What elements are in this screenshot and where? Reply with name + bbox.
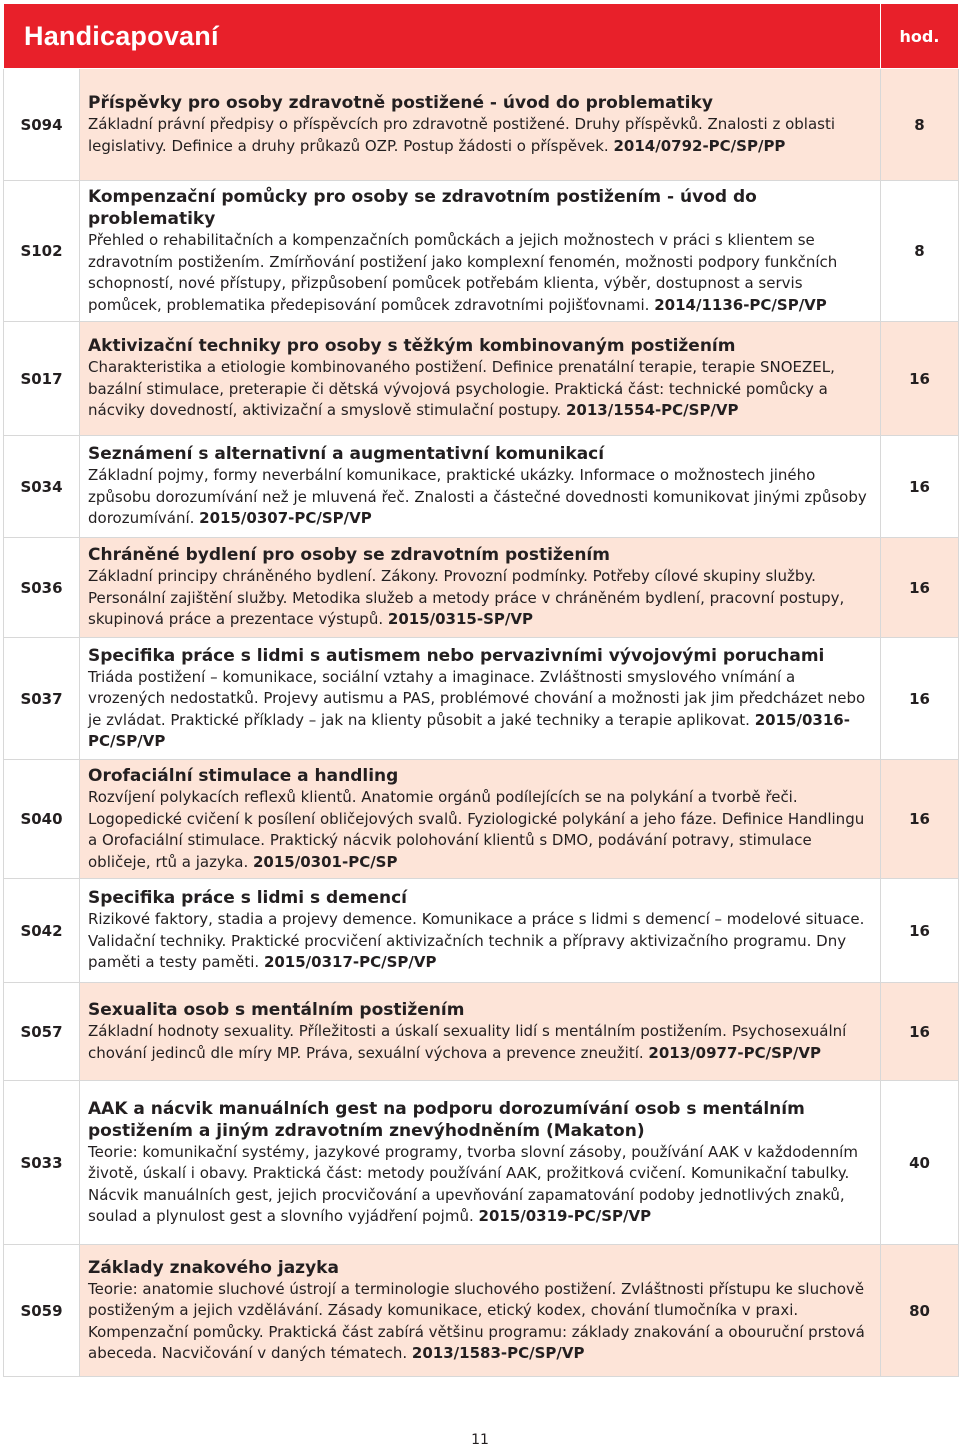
course-row	[4, 436, 959, 538]
course-content	[80, 436, 881, 538]
course-content	[80, 879, 881, 983]
course-accreditation: 2015/0301-PC/SP	[253, 852, 398, 871]
course-description: Teorie: komunikační systémy, jazykové programy, tvorba slovní zásoby, používání AAK v každodenním životě, úskalí i obavy. Praktická část: metody používání AAK, prožitková cvičení. Komunikační tabulky. Nácvik manuálních gest, jejich procvičování a upevňování zapamatování podoby jednotlivých znaků, soulad a plynulost gest a slovního vyjádření pojmů.	[88, 1142, 858, 1225]
course-description: Základní principy chráněného bydlení. Zákony. Provozní podmínky. Potřeby cílové skupiny služby. Personální zajištění služby. Metodika služeb a metody práce v chráněném bydlení, pracovní postupy, skupinová práce a prezentace výstupů.	[88, 567, 845, 629]
course-table	[3, 3, 959, 1377]
course-title: Orofaciální stimulace a handling	[88, 766, 399, 786]
course-code: S102	[4, 181, 80, 322]
course-description-block	[88, 465, 874, 530]
course-hours: 16	[881, 436, 959, 538]
course-accreditation: 2013/1554-PC/SP/VP	[565, 401, 739, 420]
course-accreditation: 2014/1136-PC/SP/VP	[654, 295, 827, 314]
course-title: Kompenzační pomůcky pro osoby se zdravotním postižením - úvod do problematiky	[88, 187, 757, 229]
course-description-block	[88, 1279, 874, 1365]
course-row	[4, 69, 959, 181]
course-row	[4, 181, 959, 322]
course-description: Základní právní předpisy o příspěvcích pro zdravotně postižené. Druhy příspěvků. Znalosti z oblasti legislativy. Definice a druhy průkazů OZP. Postup žádosti o příspěvek.	[88, 115, 836, 155]
course-hours: 80	[881, 1245, 959, 1377]
course-content	[80, 69, 881, 181]
course-title: Specifika práce s lidmi s autismem nebo pervazivními vývojovými poruchami	[88, 645, 825, 666]
course-row	[4, 760, 959, 879]
course-content	[80, 983, 881, 1081]
course-content	[80, 1245, 881, 1377]
course-description-block	[88, 787, 874, 873]
course-hours: 40	[881, 1081, 959, 1245]
course-hours: 16	[881, 322, 959, 436]
course-row	[4, 638, 959, 760]
course-title: Specifika práce s lidmi s demencí	[88, 888, 407, 909]
course-content	[80, 1081, 881, 1245]
course-code: S037	[4, 638, 80, 760]
course-sheet	[3, 3, 958, 1377]
course-code: S034	[4, 436, 80, 538]
course-accreditation: 2013/0977-PC/SP/VP	[648, 1043, 821, 1062]
course-code: S059	[4, 1245, 80, 1377]
course-code: S042	[4, 879, 80, 983]
course-description: Základní hodnoty sexuality. Příležitosti a úskalí sexuality lidí s mentálním postižením. Psychosexuální chování jedinců dle míry MP. Práva, sexuální výchova a prevence zneužití.	[88, 1022, 847, 1062]
course-description: Triáda postižení – komunikace, sociální vztahy a imaginace. Zvláštnosti smyslového vnímání a vrozených nedostatků. Projevy autismu a PAS, problémové chování a možnosti jak jim předcházet nebo je zvládat. Praktické příklady – jak na klienty působit a jaké techniky a terapie aplikovat.	[88, 667, 866, 729]
course-row	[4, 983, 959, 1081]
course-content	[80, 181, 881, 322]
course-code: S017	[4, 322, 80, 436]
course-hours: 16	[881, 983, 959, 1081]
page-number: 11	[471, 1432, 489, 1448]
course-description: Rizikové faktory, stadia a projevy demence. Komunikace a práce s lidmi s demencí – modelové situace. Validační techniky. Praktické procvičení aktivizačních technik a přípravy aktivizačního programu. Dny paměti a testy paměti.	[88, 910, 865, 972]
course-content	[80, 322, 881, 436]
course-title: Základy znakového jazyka	[88, 1257, 339, 1278]
course-description-block	[88, 230, 874, 316]
course-description-block	[88, 566, 874, 631]
course-description-block	[88, 909, 874, 974]
course-row	[4, 1245, 959, 1377]
course-row	[4, 322, 959, 436]
course-title: Příspěvky pro osoby zdravotně postižené - úvod do problematiky	[88, 93, 713, 113]
course-description-block	[88, 1021, 874, 1064]
course-title: AAK a nácvik manuálních gest na podporu dorozumívání osob s mentálním postižením a jiným zdravotním znevýhodněním (Makaton)	[88, 1098, 805, 1141]
course-title: Aktivizační techniky pro osoby s těžkým kombinovaným postižením	[88, 336, 736, 357]
course-description-block	[88, 667, 874, 753]
course-accreditation: 2015/0319-PC/SP/VP	[478, 1207, 652, 1225]
course-hours: 16	[881, 760, 959, 879]
course-description: Přehled o rehabilitačních a kompenzačních pomůckách a jejich možnostech v práci s klientem se zdravotním postižením. Zmírňování postižení jako komplexní fenomén, možnosti podpory funkčních schopností, nové přístupy, přizpůsobení pomůcek potřebám klienta, výběr, dostupnost a servis pomůcek, problematika předepisování pomůcek zdravotními pojišťovnami.	[88, 231, 838, 314]
course-row	[4, 538, 959, 638]
course-code: S033	[4, 1081, 80, 1245]
course-description-block	[88, 357, 874, 422]
course-hours: 8	[881, 69, 959, 181]
course-accreditation: 2015/0315-SP/VP	[387, 610, 533, 629]
course-code: S036	[4, 538, 80, 638]
course-accreditation: 2015/0316-PC/SP/VP	[88, 710, 850, 750]
course-row	[4, 879, 959, 983]
course-code: S094	[4, 69, 80, 181]
course-description: Základní pojmy, formy neverbální komunikace, praktické ukázky. Informace o možnostech jiného způsobu dorozumívání než je mluvená řeč. Znalosti a částečné dovednosti komunikovat jinými způsoby dorozumívání.	[88, 466, 867, 528]
course-description-block	[88, 114, 874, 157]
course-hours: 16	[881, 879, 959, 983]
course-content	[80, 760, 881, 879]
course-description: Rozvíjení polykacích reflexů klientů. Anatomie orgánů podílejících se na polykání a tvorbě řeči. Logopedické cvičení k posílení obličejových svalů. Fyziologické polykání a jeho fáze. Definice Handlingu a Orofaciální stimulace. Praktický nácvik polohování klientů s DMO, podávání potravy, stimulace obličeje, rtů a jazyka.	[88, 788, 865, 871]
course-hours: 16	[881, 638, 959, 760]
course-title: Chráněné bydlení pro osoby se zdravotním postižením	[88, 545, 610, 566]
course-accreditation: 2014/0792-PC/SP/PP	[613, 136, 786, 155]
course-description: Teorie: anatomie sluchové ústrojí a terminologie sluchového postižení. Zvláštnosti přístupu ke sluchově postiženým a jejich vzdělávání. Zásady komunikace, etický kodex, chování tlumočníka v praxi. Kompenzační pomůcky. Praktická část zabírá většinu programu: základy znakování a obouruční prstová abeceda. Nacvičování v daných tématech.	[88, 1279, 865, 1362]
course-accreditation: 2015/0307-PC/SP/VP	[199, 509, 372, 528]
course-description: Charakteristika a etiologie kombinovaného postižení. Definice prenatální terapie, terapie SNOEZEL, bazální stimulace, preterapie či dětská vývojová psychologie. Praktická část: technické pomůcky a nácviky dovedností, aktivizační a smyslově stimulační postupy.	[88, 358, 835, 420]
course-hours: 16	[881, 538, 959, 638]
course-content	[80, 638, 881, 760]
table-header	[4, 4, 959, 69]
course-description-block	[88, 1142, 874, 1228]
course-content	[80, 538, 881, 638]
section-title: Handicapovaní	[4, 4, 881, 69]
course-code: S040	[4, 760, 80, 879]
course-accreditation: 2013/1583-PC/SP/VP	[411, 1344, 585, 1362]
hours-header: hod.	[881, 4, 959, 69]
course-hours: 8	[881, 181, 959, 322]
course-code: S057	[4, 983, 80, 1081]
course-row	[4, 1081, 959, 1245]
course-accreditation: 2015/0317-PC/SP/VP	[263, 953, 437, 972]
course-title: Sexualita osob s mentálním postižením	[88, 1000, 465, 1020]
course-title: Seznámení s alternativní a augmentativní komunikací	[88, 444, 605, 465]
